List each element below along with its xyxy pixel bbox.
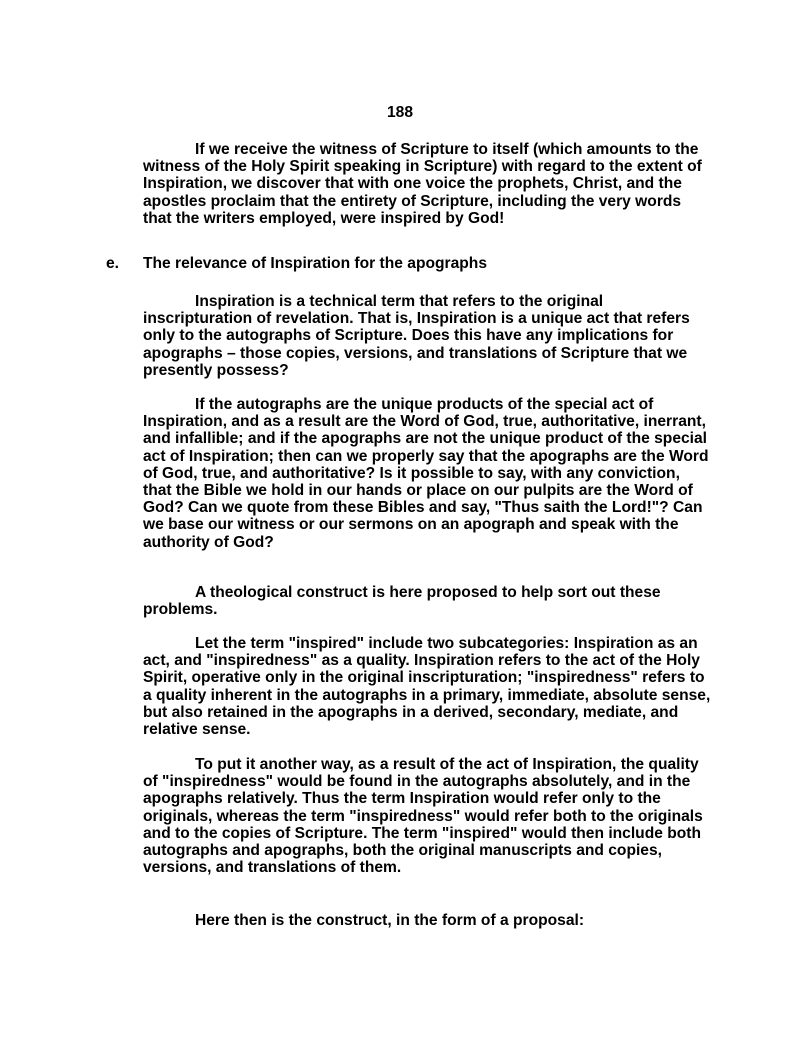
section-heading [106,255,746,272]
paragraph-construct-intro [143,584,711,618]
paragraph-text: Here then is the construct, in the form of a proposal: [195,912,585,929]
paragraph-text: Inspiration is a technical term that refers to the original inscripturation of revelation. That is, Inspiration is a unique act that refers only to the autographs of Scripture. Does this have any implications for apographs – those copies, versions, and translations of Scripture that we presently possess? [143,293,690,379]
paragraph-proposal-intro [143,912,711,929]
paragraph-text: A theological construct is here proposed to help sort out these problems. [143,584,661,619]
paragraph-text: If the autographs are the unique products of the special act of Inspiration, and as a result are the Word of God, true, authoritative, inerrant, and infallible; and if the apographs are not the unique product of the special act of Inspiration; then can we properly say that the apographs are the Word of God, true, and authoritative? Is it possible to say, with any conviction, that the Bible we hold in our hands or place on our pulpits are the Word of God? Can we quote from these Bibles and say, "Thus saith the Lord!"? Can we base our witness or our sermons on an apograph and speak with the authority of God? [143,396,709,551]
paragraph-text: Let the term "inspired" include two subcategories: Inspiration as an act, and "inspiredness" as a quality. Inspiration refers to the act of the Holy Spirit, operative only in the original inscripturation; "inspiredness" refers to a quality inherent in the autographs in a primary, immediate, absolute sense, but also retained in the apographs in a derived, secondary, mediate, and relative sense. [143,635,711,739]
paragraph-inspiredness-definition [143,635,711,738]
paragraph-text: To put it another way, as a result of the act of Inspiration, the quality of "inspiredness" would be found in the autographs absolutely, and in the apographs relatively. Thus the term Inspiration would refer only to the originals, whereas the term "inspiredness" would refer both to the originals and to the copies of Scripture. The term "inspired" would then include both autographs and apographs, both the original manuscripts and copies, versions, and translations of them. [143,756,703,877]
page-number: 188 [386,104,414,121]
paragraph-apograph-questions [143,396,711,551]
section-title: The relevance of Inspiration for the apographs [143,255,487,272]
paragraph-text: If we receive the witness of Scripture to itself (which amounts to the witness of the Holy Spirit speaking in Scripture) with regard to the extent of Inspiration, we discover that with one voice the prophets, Christ, and the apostles proclaim that the entirety of Scripture, including the very words that the writers employed, were inspired by God! [143,141,702,227]
section-marker: e. [106,255,120,272]
paragraph-inspiration-definition [143,293,711,379]
paragraph-extent-of-inspiration [143,141,711,227]
paragraph-another-way [143,756,711,876]
